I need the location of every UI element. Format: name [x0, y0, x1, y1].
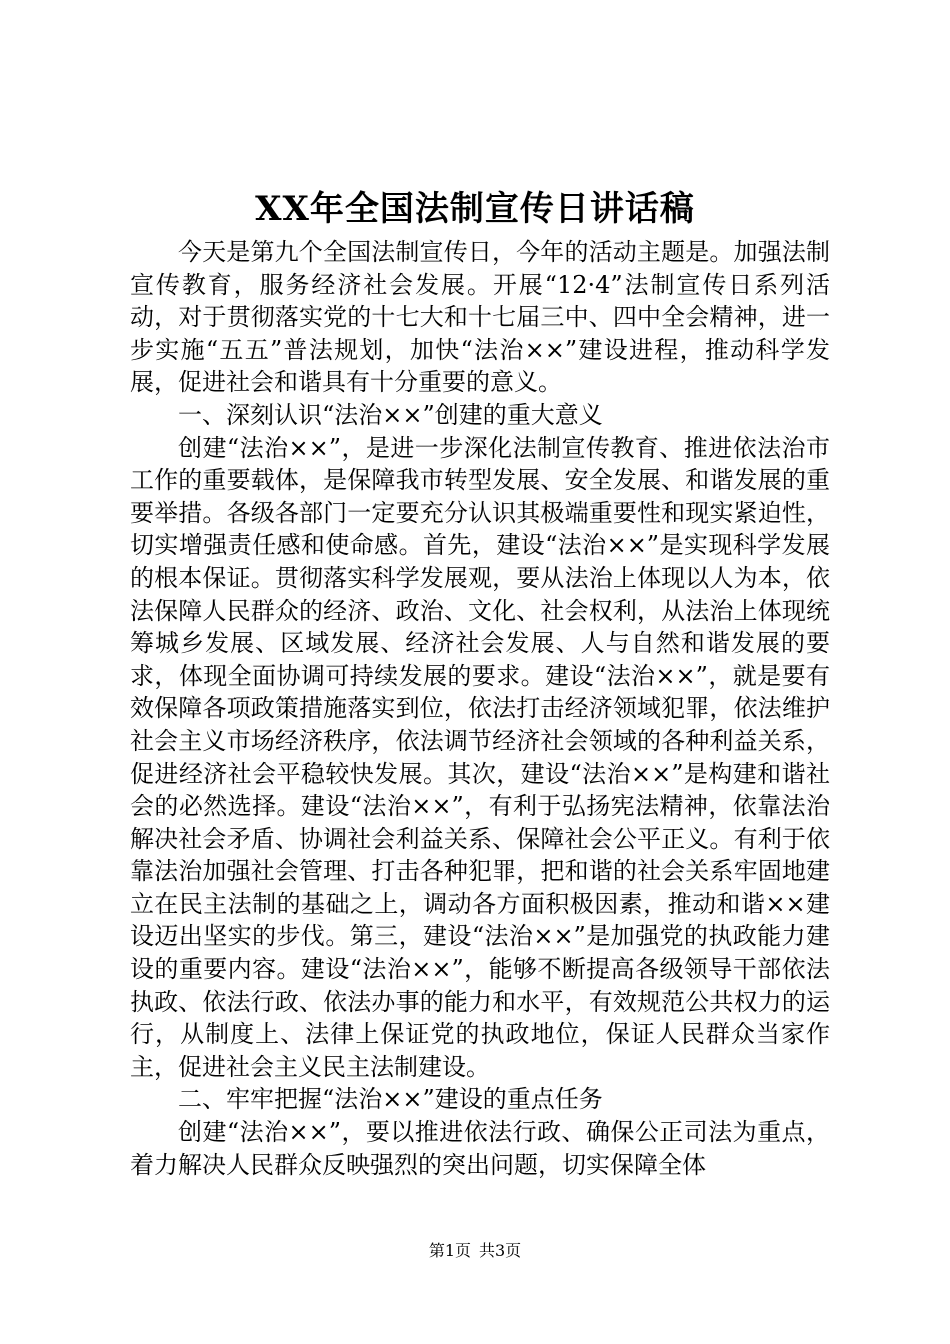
section-heading-2: 二、牢牢把握“法治××”建设的重点任务 — [178, 1085, 603, 1114]
section-heading-1: 一、深刻认识“法治××”创建的重大意义 — [178, 400, 603, 429]
document-body — [130, 236, 830, 1181]
intro-paragraph: 今天是第九个全国法制宣传日，今年的活动主题是。加强法制宣传教育，服务经济社会发展。开展“12·4”法制宣传日系列活动，对于贯彻落实党的十七大和十七届三中、四中全会精神，进一步实施“五五”普法规划，加快“法治××”建设进程，推动科学发展，促进社会和谐具有十分重要的意义。 — [130, 238, 830, 397]
page-total: 共3页 — [479, 1241, 522, 1260]
section-1-paragraph: 创建“法治××”，是进一步深化法制宣传教育、推进依法治市工作的重要载体，是保障我市转型发展、安全发展、和谐发展的重要举措。各级各部门一定要充分认识其极端重要性和现实紧迫性，切实增强责任感和使命感。首先，建设“法治××”是实现科学发展的根本保证。贯彻落实科学发展观，要从法治上体现以人为本，依法保障人民群众的经济、政治、文化、社会权利，从法治上体现统筹城乡发展、区域发展、经济社会发展、人与自然和谐发展的要求，体现全面协调可持续发展的要求。建设“法治××”，就是要有效保障各项政策措施落实到位，依法打击经济领域犯罪，依法维护社会主义市场经济秩序，依法调节经济社会领域的各种利益关系，促进经济社会平稳较快发展。其次，建设“法治××”是构建和谐社会的必然选择。建设“法治××”，有利于弘扬宪法精神，依靠法治解决社会矛盾、协调社会利益关系、保障社会公平正义。有利于依靠法治加强社会管理、打击各种犯罪，把和谐的社会关系牢固地建立在民主法制的基础之上，调动各方面积极因素，推动和谐××建设迈出坚实的步伐。第三，建设“法治××”是加强党的执政能力建设的重要内容。建设“法治××”，能够不断提高各级领导干部依法执政、依法行政、依法办事的能力和水平，有效规范公共权力的运行，从制度上、法律上保证党的执政地位，保证人民群众当家作主，促进社会主义民主法制建设。 — [130, 433, 830, 1081]
section-2-paragraph: 创建“法治××”，要以推进依法行政、确保公正司法为重点，着力解决人民群众反映强烈的突出问题，切实保障全体 — [130, 1118, 830, 1179]
page-footer — [0, 1240, 950, 1262]
page-number: 第1页 — [428, 1241, 471, 1260]
document-title: XX年全国法制宣传日讲话稿 — [255, 189, 695, 229]
